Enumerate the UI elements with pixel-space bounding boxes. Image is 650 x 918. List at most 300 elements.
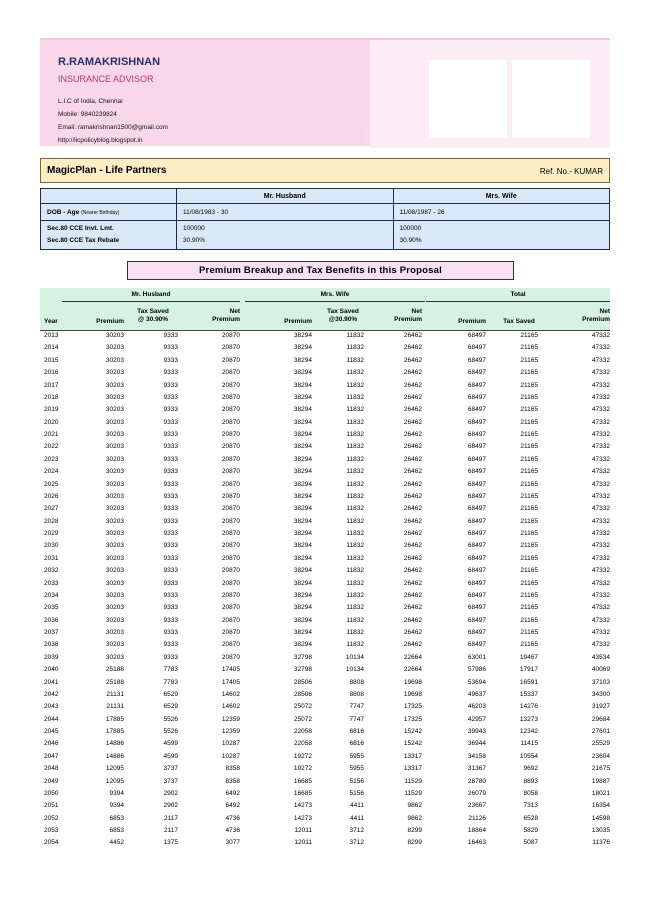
cell-total-premium: 68497	[467, 480, 486, 488]
cell-total-premium: 49637	[467, 690, 486, 698]
group-wife-rule	[245, 301, 425, 302]
cell-total-tax-saved: 15337	[519, 690, 538, 698]
info-col-wife: Mrs. Wife	[393, 189, 610, 204]
cell-wife-net-premium: 26462	[403, 332, 422, 339]
cell-total-premium: 68497	[467, 468, 486, 476]
col-husband-tax-saved	[128, 308, 178, 324]
cell-husband-tax-saved: 2902	[163, 802, 178, 810]
cell-total-premium: 68497	[467, 431, 486, 438]
cell-husband-net-premium: 3077	[225, 839, 240, 847]
cell-wife-net-premium: 26462	[403, 418, 422, 426]
cell-husband-tax-saved: 9333	[163, 629, 178, 636]
cell-wife-premium: 38294	[293, 542, 312, 550]
cell-wife-premium: 38294	[293, 492, 312, 500]
cell-total-net-premium: 47332	[591, 468, 610, 476]
advisor-header	[40, 38, 610, 146]
cell-wife-tax-saved: 11832	[346, 492, 364, 500]
cell-wife-premium: 25072	[293, 703, 312, 711]
cell-wife-premium: 16685	[293, 789, 312, 797]
cell-wife-premium: 38294	[293, 480, 312, 488]
cell-year: 2032	[44, 567, 59, 575]
cell-husband-premium: 30203	[105, 406, 124, 414]
cell-wife-net-premium: 8299	[407, 839, 422, 847]
cell-husband-premium: 30203	[105, 431, 124, 438]
cell-total-premium: 46203	[467, 703, 486, 711]
table-row	[40, 702, 610, 714]
cell-husband-tax-saved: 9333	[163, 517, 178, 525]
cell-total-net-premium: 37103	[591, 678, 610, 686]
cell-husband-tax-saved: 9333	[163, 554, 178, 562]
cell-total-net-premium: 47332	[591, 369, 610, 377]
table-row	[40, 331, 610, 343]
cell-wife-net-premium: 26462	[403, 393, 422, 401]
cell-total-tax-saved: 12342	[519, 728, 538, 735]
cell-wife-net-premium: 26462	[403, 641, 422, 649]
cell-husband-premium: 30203	[105, 344, 124, 352]
cell-total-net-premium: 47332	[591, 517, 610, 525]
cell-total-premium: 68497	[467, 455, 486, 463]
cell-husband-tax-saved: 9333	[163, 406, 178, 414]
cell-wife-premium: 38294	[293, 443, 312, 451]
wife-dob: 11/08/1987 - 26	[393, 204, 610, 221]
table-row	[40, 801, 610, 813]
cell-year: 2035	[44, 604, 59, 612]
cell-wife-net-premium: 26462	[403, 468, 422, 476]
cell-wife-premium: 38294	[293, 629, 312, 636]
cell-year: 2048	[44, 765, 59, 773]
col-husband-net-2: Premium	[212, 316, 240, 323]
cell-husband-net-premium: 20870	[221, 393, 240, 401]
advisor-website[interactable]: http://licpolicyblog.blogspot.in	[58, 137, 143, 144]
cell-husband-premium: 30203	[105, 480, 124, 488]
cell-wife-tax-saved: 11832	[346, 468, 364, 476]
group-total: Total	[510, 291, 526, 298]
cell-wife-tax-saved: 4411	[350, 802, 364, 810]
cell-total-premium: 68497	[467, 369, 486, 377]
table-row	[40, 777, 610, 789]
cell-wife-net-premium: 26462	[403, 616, 422, 624]
cell-total-tax-saved: 21165	[520, 418, 538, 426]
cell-husband-premium: 30203	[105, 505, 124, 513]
cell-husband-premium: 30203	[105, 530, 124, 537]
cell-wife-net-premium: 26462	[403, 356, 422, 364]
cell-wife-tax-saved: 11832	[346, 579, 364, 587]
cell-husband-net-premium: 20870	[221, 455, 240, 463]
cell-wife-premium: 38294	[293, 517, 312, 525]
cell-total-net-premium: 11376	[592, 839, 610, 847]
cell-husband-tax-saved: 9333	[163, 356, 178, 364]
cell-total-premium: 16463	[467, 839, 486, 847]
cell-wife-tax-saved: 7747	[349, 703, 364, 711]
cell-husband-premium: 30203	[105, 554, 124, 562]
cell-total-premium: 21126	[468, 814, 486, 822]
breakup-table-header	[40, 288, 610, 330]
table-row	[40, 381, 610, 393]
cell-wife-premium: 38294	[293, 591, 312, 599]
cell-husband-premium: 30203	[105, 393, 124, 401]
cell-husband-premium: 6853	[109, 814, 124, 822]
table-row	[40, 343, 610, 355]
table-row	[40, 603, 610, 615]
table-row	[40, 690, 610, 702]
cell-husband-tax-saved: 9333	[163, 641, 178, 649]
cell-wife-premium: 38294	[293, 505, 312, 513]
cell-husband-premium: 30203	[105, 579, 124, 587]
cell-total-net-premium: 47332	[591, 505, 610, 513]
advisor-mobile: Mobile: 9840239824	[58, 111, 117, 118]
cell-wife-net-premium: 26462	[403, 517, 422, 525]
cell-total-premium: 68497	[467, 492, 486, 500]
col-husband-net-1: Net	[229, 308, 240, 315]
cell-husband-net-premium: 20870	[221, 492, 240, 500]
cell-wife-tax-saved: 11832	[346, 431, 364, 438]
cell-wife-net-premium: 17325	[403, 715, 422, 723]
advisor-org: L.I.C of India, Chennai	[58, 98, 123, 105]
cell-total-tax-saved: 8058	[523, 789, 538, 797]
cell-husband-net-premium: 20870	[221, 567, 240, 575]
cell-wife-net-premium: 26462	[403, 591, 422, 599]
cell-year: 2029	[44, 530, 59, 537]
table-row	[40, 789, 610, 801]
dob-label: DOB - Age	[47, 208, 80, 216]
col-total-net-1: Net	[599, 308, 610, 315]
cell-husband-tax-saved: 5526	[163, 728, 178, 735]
cell-wife-tax-saved: 4411	[350, 814, 364, 822]
cell-husband-premium: 30203	[105, 591, 124, 599]
cell-wife-tax-saved: 3712	[349, 827, 364, 834]
table-row	[40, 418, 610, 430]
cell-wife-premium: 25072	[293, 715, 312, 723]
cell-husband-net-premium: 20870	[221, 443, 240, 451]
cell-wife-premium: 38294	[293, 431, 312, 438]
cell-total-premium: 68497	[467, 530, 486, 537]
cell-wife-tax-saved: 11832	[346, 344, 364, 352]
cell-husband-tax-saved: 9333	[163, 344, 178, 352]
plan-ref: Ref. No.- KUMAR	[539, 167, 603, 176]
cell-total-premium: 68497	[467, 332, 486, 339]
cell-wife-premium: 32798	[293, 653, 312, 661]
cell-year: 2017	[44, 381, 59, 389]
cell-wife-premium: 38294	[293, 468, 312, 476]
cell-husband-premium: 30203	[105, 517, 124, 525]
cell-wife-premium: 38294	[293, 641, 312, 649]
col-husband-premium: Premium	[96, 318, 124, 325]
cell-husband-net-premium: 4736	[225, 827, 240, 834]
cell-total-net-premium: 40069	[591, 666, 610, 674]
cell-husband-net-premium: 20870	[221, 604, 240, 612]
cell-husband-net-premium: 20870	[221, 641, 240, 649]
col-wife-premium: Premium	[284, 318, 312, 325]
cell-year: 2053	[44, 827, 59, 834]
section-title: Premium Breakup and Tax Benefits in this Proposal	[127, 261, 514, 280]
cell-total-tax-saved: 16591	[519, 678, 538, 686]
cell-husband-net-premium: 20870	[221, 591, 240, 599]
cell-husband-tax-saved: 9333	[163, 468, 178, 476]
cell-wife-net-premium: 8299	[407, 827, 422, 834]
cell-total-net-premium: 47332	[591, 443, 610, 451]
table-row	[40, 591, 610, 603]
cell-total-premium: 68497	[467, 344, 486, 352]
cell-husband-premium: 30203	[105, 629, 124, 636]
cell-year: 2044	[44, 715, 59, 723]
cell-husband-tax-saved: 4599	[163, 740, 178, 748]
cell-total-net-premium: 47332	[591, 530, 610, 537]
cell-husband-net-premium: 20870	[221, 406, 240, 414]
cell-total-tax-saved: 21165	[520, 629, 538, 636]
cell-total-tax-saved: 7313	[523, 802, 538, 810]
cell-husband-net-premium: 17405	[221, 666, 240, 674]
cell-husband-premium: 30203	[105, 492, 124, 500]
cell-total-premium: 68497	[467, 381, 486, 389]
cell-wife-net-premium: 13317	[403, 752, 422, 760]
cell-husband-premium: 30203	[105, 542, 124, 550]
table-row	[40, 665, 610, 677]
cell-husband-premium: 30203	[105, 567, 124, 575]
cell-wife-tax-saved: 11832	[346, 393, 364, 401]
client-info-table	[40, 188, 610, 250]
cell-husband-premium: 30203	[105, 468, 124, 476]
cell-total-net-premium: 34300	[591, 690, 610, 698]
dob-note: (Nearer Birthday)	[81, 209, 120, 216]
table-row	[40, 405, 610, 417]
cell-wife-premium: 14273	[293, 802, 312, 810]
cell-total-net-premium: 47332	[591, 418, 610, 426]
cell-husband-net-premium: 20870	[221, 616, 240, 624]
cell-husband-premium: 30203	[105, 356, 124, 364]
cell-total-tax-saved: 5087	[523, 839, 538, 847]
cell-husband-net-premium: 20870	[221, 381, 240, 389]
table-row	[40, 727, 610, 739]
cell-husband-premium: 30203	[105, 455, 124, 463]
cell-husband-tax-saved: 6529	[163, 690, 178, 698]
cell-total-premium: 36944	[467, 740, 486, 748]
cell-year: 2037	[44, 629, 59, 636]
cell-husband-premium: 14886	[105, 752, 124, 760]
cell-wife-premium: 22058	[293, 740, 312, 748]
cell-total-net-premium: 47332	[591, 381, 610, 389]
col-wife-tax-saved	[318, 308, 368, 324]
cell-wife-premium: 19272	[293, 765, 312, 773]
cell-total-net-premium: 47332	[591, 567, 610, 575]
cell-wife-premium: 38294	[293, 332, 312, 339]
cell-wife-tax-saved: 11832	[346, 480, 364, 488]
cell-total-net-premium: 19887	[591, 777, 610, 785]
cell-wife-premium: 38294	[293, 406, 312, 414]
cell-wife-tax-saved: 6816	[349, 728, 364, 735]
cell-husband-net-premium: 20870	[221, 579, 240, 587]
cell-wife-tax-saved: 5955	[349, 765, 364, 773]
cell-total-net-premium: 47332	[591, 591, 610, 599]
cell-total-net-premium: 47332	[591, 406, 610, 414]
cell-wife-tax-saved: 11832	[346, 418, 364, 426]
cell-wife-premium: 38294	[293, 604, 312, 612]
table-row	[40, 455, 610, 467]
table-row	[40, 616, 610, 628]
cell-total-premium: 26079	[467, 789, 486, 797]
cell-husband-tax-saved: 2902	[163, 789, 178, 797]
cell-year: 2047	[44, 752, 59, 760]
table-row	[40, 492, 610, 504]
cell-wife-net-premium: 26462	[403, 431, 422, 438]
cell-wife-net-premium: 26462	[403, 542, 422, 550]
cell-wife-tax-saved: 11832	[346, 443, 364, 451]
cell-wife-net-premium: 19698	[403, 690, 422, 698]
table-row	[40, 442, 610, 454]
cell-year: 2016	[44, 369, 59, 377]
cell-husband-tax-saved: 9333	[163, 480, 178, 488]
table-row	[40, 430, 610, 442]
table-row	[40, 764, 610, 776]
cell-wife-premium: 14273	[293, 814, 312, 822]
cell-total-net-premium: 18021	[591, 789, 610, 797]
cell-total-tax-saved: 21165	[520, 431, 538, 438]
cell-wife-tax-saved: 11832	[346, 505, 364, 513]
cell-wife-premium: 38294	[293, 393, 312, 401]
cell-year: 2031	[44, 554, 59, 562]
cell-year: 2051	[44, 802, 59, 810]
table-row	[40, 504, 610, 516]
cell-wife-tax-saved: 8808	[349, 690, 364, 698]
cell-year: 2026	[44, 492, 59, 500]
advisor-email[interactable]: Email: ramakrishnan1500@gmail.com	[58, 124, 168, 131]
col-husband-net	[190, 308, 240, 324]
husband-tax-cell	[177, 221, 394, 250]
table-row	[40, 554, 610, 566]
col-wife-net-1: Net	[411, 308, 422, 315]
cell-husband-tax-saved: 2117	[164, 827, 178, 834]
cell-wife-tax-saved: 7747	[349, 715, 364, 723]
cell-wife-net-premium: 26462	[403, 406, 422, 414]
cell-husband-net-premium: 8358	[225, 765, 240, 773]
cell-wife-premium: 38294	[293, 369, 312, 377]
cell-wife-tax-saved: 11832	[346, 517, 364, 525]
group-husband-rule	[62, 301, 240, 302]
cell-wife-net-premium: 26462	[403, 579, 422, 587]
cell-wife-net-premium: 11529	[404, 789, 422, 797]
cell-husband-net-premium: 12359	[221, 715, 240, 723]
cell-year: 2014	[44, 344, 59, 352]
table-row	[40, 814, 610, 826]
cell-husband-tax-saved: 4599	[163, 752, 178, 760]
cell-husband-premium: 21131	[106, 703, 124, 711]
cell-total-net-premium: 47332	[591, 332, 610, 339]
cell-total-premium: 57986	[467, 666, 486, 674]
cell-wife-tax-saved: 11832	[346, 369, 364, 377]
cell-wife-net-premium: 26462	[403, 530, 422, 537]
col-year: Year	[44, 318, 58, 325]
wife-tax-cell	[393, 221, 610, 250]
cell-wife-tax-saved: 11832	[346, 332, 364, 339]
cell-wife-premium: 38294	[293, 554, 312, 562]
cell-husband-net-premium: 20870	[221, 480, 240, 488]
logo-placeholder	[512, 60, 590, 138]
cell-total-net-premium: 47332	[591, 604, 610, 612]
cell-total-tax-saved: 21165	[520, 505, 538, 513]
cell-wife-tax-saved: 11832	[346, 455, 364, 463]
cell-total-premium: 68497	[467, 356, 486, 364]
cell-total-premium: 68497	[467, 542, 486, 550]
cell-total-tax-saved: 21165	[520, 455, 538, 463]
table-row	[40, 715, 610, 727]
cell-total-net-premium: 47332	[591, 480, 610, 488]
cell-husband-net-premium: 20870	[221, 468, 240, 476]
cell-total-premium: 23667	[467, 802, 486, 810]
cell-total-premium: 68497	[467, 406, 486, 414]
cell-year: 2043	[44, 703, 59, 711]
cell-husband-net-premium: 20870	[221, 542, 240, 550]
cell-wife-net-premium: 15242	[403, 740, 422, 748]
cell-total-tax-saved: 19467	[519, 653, 538, 661]
cell-husband-premium: 4452	[109, 839, 124, 847]
col-wife-tax-saved-1: Tax Saved	[327, 308, 359, 315]
cell-husband-net-premium: 6492	[225, 789, 240, 797]
cell-wife-tax-saved: 3712	[349, 839, 364, 847]
table-row	[40, 640, 610, 652]
cell-husband-premium: 25188	[105, 678, 124, 686]
cell-wife-net-premium: 26462	[403, 629, 422, 636]
cell-total-net-premium: 47332	[591, 393, 610, 401]
cell-wife-premium: 22058	[293, 728, 312, 735]
table-row	[40, 393, 610, 405]
cell-total-net-premium: 47332	[591, 492, 610, 500]
cell-wife-tax-saved: 11832	[346, 629, 364, 636]
cell-year: 2049	[44, 777, 59, 785]
cell-total-net-premium: 47332	[591, 554, 610, 562]
cell-total-tax-saved: 13273	[519, 715, 538, 723]
advisor-role: INSURANCE ADVISOR	[58, 74, 154, 84]
cell-total-net-premium: 47332	[591, 641, 610, 649]
info-tax-row	[41, 221, 610, 250]
cell-wife-net-premium: 22664	[403, 653, 422, 661]
cell-wife-net-premium: 26462	[403, 455, 422, 463]
cell-husband-net-premium: 20870	[221, 530, 240, 537]
cell-total-net-premium: 47332	[591, 616, 610, 624]
cell-husband-net-premium: 8358	[225, 777, 240, 785]
cell-year: 2021	[44, 431, 59, 438]
cell-husband-premium: 30203	[105, 604, 124, 612]
cell-husband-tax-saved: 9333	[163, 567, 178, 575]
cell-husband-tax-saved: 7783	[163, 678, 178, 686]
cell-total-tax-saved: 21165	[520, 579, 538, 587]
cell-year: 2052	[44, 814, 59, 822]
cell-total-premium: 63001	[467, 653, 486, 661]
cell-husband-tax-saved: 9333	[163, 393, 178, 401]
cell-wife-net-premium: 26462	[403, 604, 422, 612]
cell-husband-net-premium: 12359	[221, 728, 240, 735]
cell-year: 2033	[44, 579, 59, 587]
cell-wife-tax-saved: 11832	[346, 567, 364, 575]
cell-year: 2036	[44, 616, 59, 624]
cell-total-tax-saved: 17917	[519, 666, 538, 674]
cell-husband-tax-saved: 9333	[163, 455, 178, 463]
cell-total-premium: 68497	[467, 505, 486, 513]
cell-total-premium: 68497	[467, 616, 486, 624]
cell-total-tax-saved: 21165	[520, 393, 538, 401]
breakup-table-body	[40, 331, 610, 851]
group-wife: Mrs. Wife	[320, 291, 350, 298]
cell-wife-tax-saved: 11832	[346, 616, 364, 624]
cell-total-premium: 68497	[467, 629, 486, 636]
table-row	[40, 678, 610, 690]
cell-total-premium: 34158	[467, 752, 486, 760]
cell-husband-tax-saved: 9333	[163, 418, 178, 426]
cell-year: 2027	[44, 505, 59, 513]
cell-husband-premium: 30203	[105, 418, 124, 426]
cell-total-premium: 31367	[467, 765, 486, 773]
cell-total-net-premium: 47332	[591, 455, 610, 463]
cell-total-premium: 68497	[467, 554, 486, 562]
cell-wife-tax-saved: 6816	[349, 740, 364, 748]
